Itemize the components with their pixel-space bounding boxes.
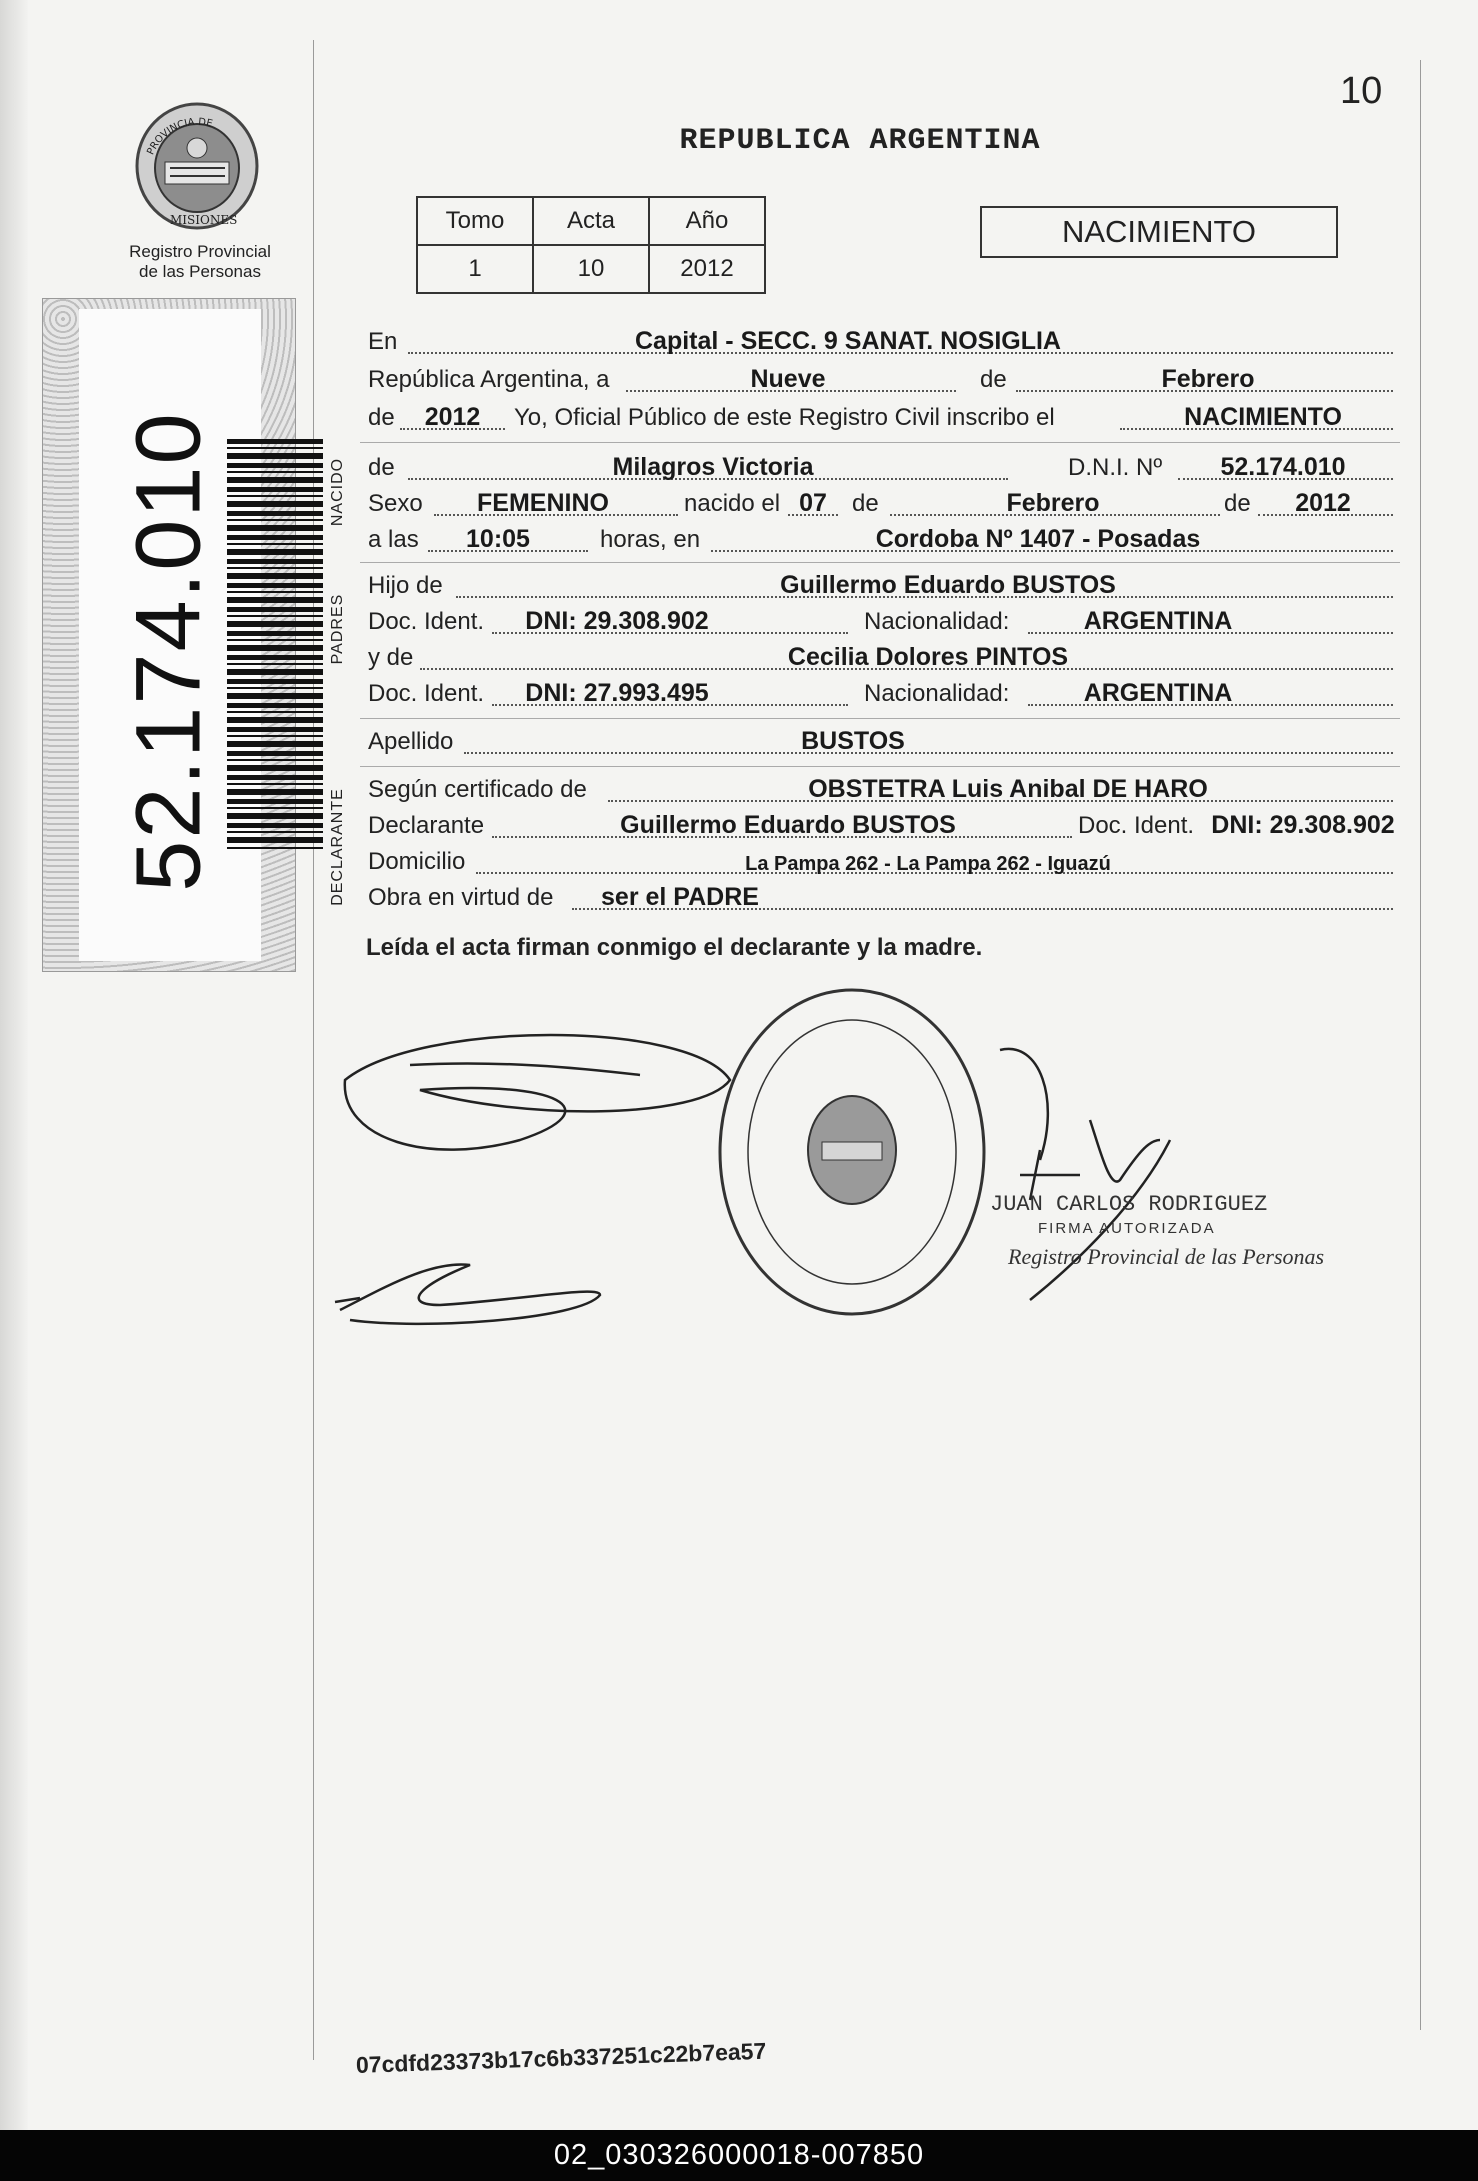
address-value: La Pampa 262 - La Pampa 262 - Iguazú — [745, 853, 1111, 875]
section-label-nacido: NACIDO — [329, 457, 346, 527]
agency-line1: Registro Provincial — [129, 242, 271, 261]
mother-name-value: Cecilia Dolores PINTOS — [787, 643, 1069, 671]
declarant-name-value: Guillermo Eduardo BUSTOS — [620, 811, 956, 839]
birth-place-value: Cordoba Nº 1407 - Posadas — [875, 525, 1201, 553]
date-label: República Argentina, a — [368, 366, 610, 393]
section-label-declarante: DECLARANTE — [329, 788, 346, 906]
birth-year-value: 2012 — [1295, 489, 1351, 517]
reason-value: ser el PADRE — [601, 883, 759, 911]
mother-doc-value: DNI: 27.993.495 — [525, 679, 709, 707]
declarant-signature — [345, 1035, 730, 1150]
birth-time-value: 10:05 — [466, 525, 530, 553]
place-label: En — [368, 328, 398, 355]
certificate-label: Según certificado de — [368, 776, 587, 803]
sex-label: Sexo — [368, 490, 423, 517]
de-label: de — [368, 454, 395, 481]
father-nationality-value: ARGENTINA — [1083, 607, 1233, 635]
nationality-label: Nacionalidad: — [864, 680, 1010, 707]
nationality-label: Nacionalidad: — [864, 608, 1010, 635]
address-label: Domicilio — [368, 848, 466, 875]
time-label: a las — [368, 526, 419, 553]
agency-line2: de las Personas — [139, 262, 261, 281]
doc-label: Doc. Ident. — [368, 608, 485, 635]
month-value: Febrero — [1161, 365, 1255, 393]
year-value: 2012 — [424, 403, 481, 431]
birth-day-value: 07 — [799, 489, 827, 517]
reason-label: Obra en virtud de — [368, 884, 554, 911]
document-hash: 07cdfd23373b17c6b337251c22b7ea57 — [355, 2037, 767, 2078]
svg-text:MISIONES: MISIONES — [170, 213, 238, 227]
mother-nationality-value: ARGENTINA — [1083, 679, 1233, 707]
day-value: Nueve — [750, 365, 826, 393]
mother-signature — [335, 1264, 600, 1323]
father-name-value: Guillermo Eduardo BUSTOS — [780, 571, 1116, 599]
mother-label: y de — [368, 644, 414, 671]
certificate-value: OBSTETRA Luis Anibal DE HARO — [808, 775, 1208, 803]
official-stamp — [720, 990, 984, 1314]
doc-label: Doc. Ident. — [1078, 812, 1195, 839]
footer-bar — [0, 2130, 1478, 2181]
sex-value: FEMENINO — [477, 489, 609, 517]
father-label: Hijo de — [368, 572, 443, 599]
child-dni-value: 52.174.010 — [1220, 453, 1346, 481]
page-number: 10 — [1340, 70, 1383, 112]
record-type-box: NACIMIENTO — [980, 206, 1338, 258]
place-value: Capital - SECC. 9 SANAT. NOSIGLIA — [635, 327, 1061, 355]
doc-label: Doc. Ident. — [368, 680, 485, 707]
section-label-padres: PADRES — [329, 593, 346, 665]
document-heading: REPUBLICA ARGENTINA — [679, 124, 1041, 158]
closing-statement: Leída el acta firman conmigo el declarante y la madre. — [366, 934, 983, 961]
de-label: de — [368, 404, 395, 431]
de-label: de — [1224, 490, 1251, 517]
inscribe-text: Yo, Oficial Público de este Registro Civil inscribo el — [514, 404, 1055, 431]
child-name-value: Milagros Victoria — [612, 453, 814, 481]
declarant-label: Declarante — [368, 812, 485, 839]
surname-label: Apellido — [368, 728, 454, 755]
father-doc-value: DNI: 29.308.902 — [525, 607, 709, 635]
acta-header: Acta — [533, 197, 649, 245]
svg-text:PROVINCIA DE: PROVINCIA DE — [145, 116, 214, 157]
tomo-value: 1 — [417, 245, 533, 293]
anio-header: Año — [649, 197, 765, 245]
hours-label: horas, en — [600, 526, 701, 553]
signer-name: JUAN CARLOS RODRIGUEZ — [990, 1192, 1268, 1217]
signer-title: FIRMA AUTORIZADA — [1038, 1220, 1216, 1237]
declarant-doc-value: DNI: 29.308.902 — [1211, 811, 1395, 839]
born-label: nacido el — [684, 490, 781, 517]
dni-label: D.N.I. Nº — [1068, 454, 1163, 481]
surname-value: BUSTOS — [801, 727, 905, 755]
birth-month-value: Febrero — [1006, 489, 1100, 517]
de-label: de — [980, 366, 1007, 393]
record-type-value: NACIMIENTO — [1184, 403, 1342, 431]
anio-value: 2012 — [649, 245, 765, 293]
signer-office: Registro Provincial de las Personas — [1008, 1244, 1325, 1269]
tomo-header: Tomo — [417, 197, 533, 245]
footer-id: 02_030326000018-007850 — [553, 2139, 925, 2171]
dni-number-vertical: 52.174.010 — [117, 411, 220, 892]
acta-value: 10 — [533, 245, 649, 293]
de-label: de — [852, 490, 879, 517]
